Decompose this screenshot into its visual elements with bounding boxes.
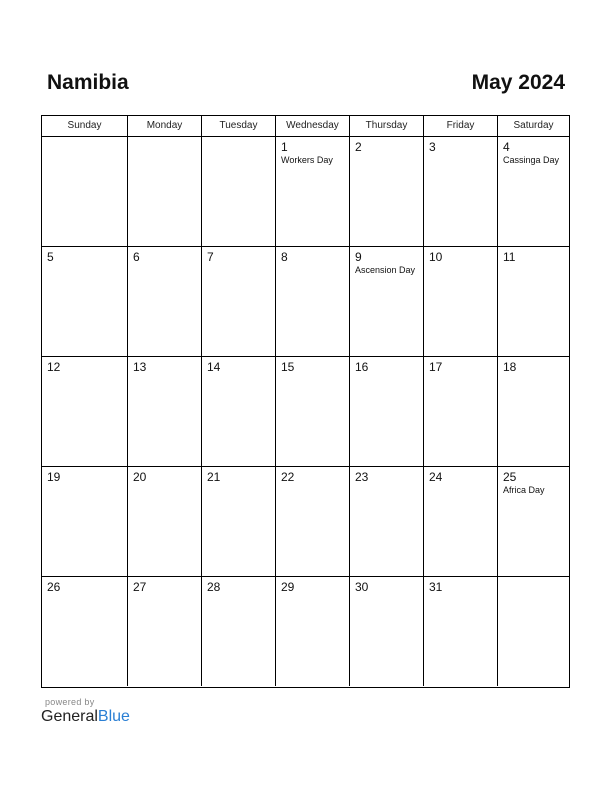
day-cell xyxy=(349,137,423,246)
holiday-label: Ascension Day xyxy=(355,265,416,275)
day-cell xyxy=(497,247,569,356)
weekday-friday: Friday xyxy=(423,116,497,136)
day-number: 12 xyxy=(47,360,61,374)
day-number: 10 xyxy=(429,250,443,264)
day-cell xyxy=(275,577,349,686)
weekday-wednesday: Wednesday xyxy=(275,116,349,136)
day-number: 31 xyxy=(429,580,443,594)
day-cell xyxy=(423,577,497,686)
day-cell xyxy=(275,467,349,576)
day-cell xyxy=(423,247,497,356)
day-number: 8 xyxy=(281,250,288,264)
day-cell xyxy=(349,467,423,576)
day-number: 7 xyxy=(207,250,214,264)
day-cell xyxy=(349,357,423,466)
day-number: 21 xyxy=(207,470,221,484)
day-cell xyxy=(423,467,497,576)
holiday-label: Workers Day xyxy=(281,155,333,165)
day-number: 27 xyxy=(133,580,147,594)
day-cell xyxy=(42,577,127,686)
country-title: Namibia xyxy=(47,71,129,94)
day-cell xyxy=(497,467,569,576)
logo-general-text: General xyxy=(41,708,98,725)
day-number: 1 xyxy=(281,140,288,154)
weekday-sunday: Sunday xyxy=(67,120,102,131)
week-row xyxy=(42,467,569,577)
month-year-title: May 2024 xyxy=(471,71,565,94)
day-cell xyxy=(423,357,497,466)
day-cell xyxy=(201,137,275,246)
day-number: 23 xyxy=(355,470,369,484)
day-number: 25 xyxy=(503,470,517,484)
day-cell xyxy=(127,247,201,356)
day-cell xyxy=(349,247,423,356)
day-number: 2 xyxy=(355,140,362,154)
weekday-tuesday: Tuesday xyxy=(201,116,275,136)
day-cell xyxy=(497,577,569,686)
day-number: 16 xyxy=(355,360,369,374)
generalblue-logo[interactable] xyxy=(41,708,130,726)
day-number: 29 xyxy=(281,580,295,594)
day-cell xyxy=(275,247,349,356)
week-row xyxy=(42,247,569,357)
weekday-header-row xyxy=(42,116,569,137)
powered-by-text: powered by xyxy=(45,697,95,707)
day-number: 5 xyxy=(47,250,54,264)
calendar-grid xyxy=(41,115,570,688)
day-cell xyxy=(201,357,275,466)
day-number: 28 xyxy=(207,580,221,594)
day-number: 6 xyxy=(133,250,140,264)
day-cell xyxy=(497,357,569,466)
day-number: 19 xyxy=(47,470,61,484)
day-cell xyxy=(127,467,201,576)
day-number: 11 xyxy=(503,250,516,264)
day-number: 30 xyxy=(355,580,369,594)
holiday-label: Cassinga Day xyxy=(503,155,560,165)
day-cell xyxy=(42,357,127,466)
day-number: 3 xyxy=(429,140,436,154)
day-cell xyxy=(42,247,127,356)
day-number: 14 xyxy=(207,360,221,374)
day-number: 13 xyxy=(133,360,147,374)
day-cell xyxy=(42,137,127,246)
day-cell xyxy=(497,137,569,246)
day-number: 4 xyxy=(503,140,510,154)
day-number: 26 xyxy=(47,580,61,594)
day-number: 18 xyxy=(503,360,517,374)
day-cell xyxy=(275,137,349,246)
day-cell xyxy=(423,137,497,246)
weekday-saturday: Saturday xyxy=(497,116,569,136)
day-cell xyxy=(201,577,275,686)
day-cell xyxy=(201,467,275,576)
day-cell xyxy=(127,137,201,246)
weekday-thursday: Thursday xyxy=(349,116,423,136)
week-row xyxy=(42,357,569,467)
holiday-label: Africa Day xyxy=(503,485,545,495)
day-number: 15 xyxy=(281,360,295,374)
day-cell xyxy=(127,577,201,686)
day-cell xyxy=(42,467,127,576)
week-row xyxy=(42,137,569,247)
day-cell xyxy=(127,357,201,466)
weeks-container xyxy=(42,137,569,686)
logo-blue-text: Blue xyxy=(97,708,130,725)
day-cell xyxy=(201,247,275,356)
weekday-monday: Monday xyxy=(127,116,201,136)
day-cell xyxy=(275,357,349,466)
day-number: 9 xyxy=(355,250,362,264)
day-number: 22 xyxy=(281,470,295,484)
week-row xyxy=(42,577,569,686)
day-number: 20 xyxy=(133,470,147,484)
day-number: 17 xyxy=(429,360,443,374)
day-number: 24 xyxy=(429,470,443,484)
day-cell xyxy=(349,577,423,686)
